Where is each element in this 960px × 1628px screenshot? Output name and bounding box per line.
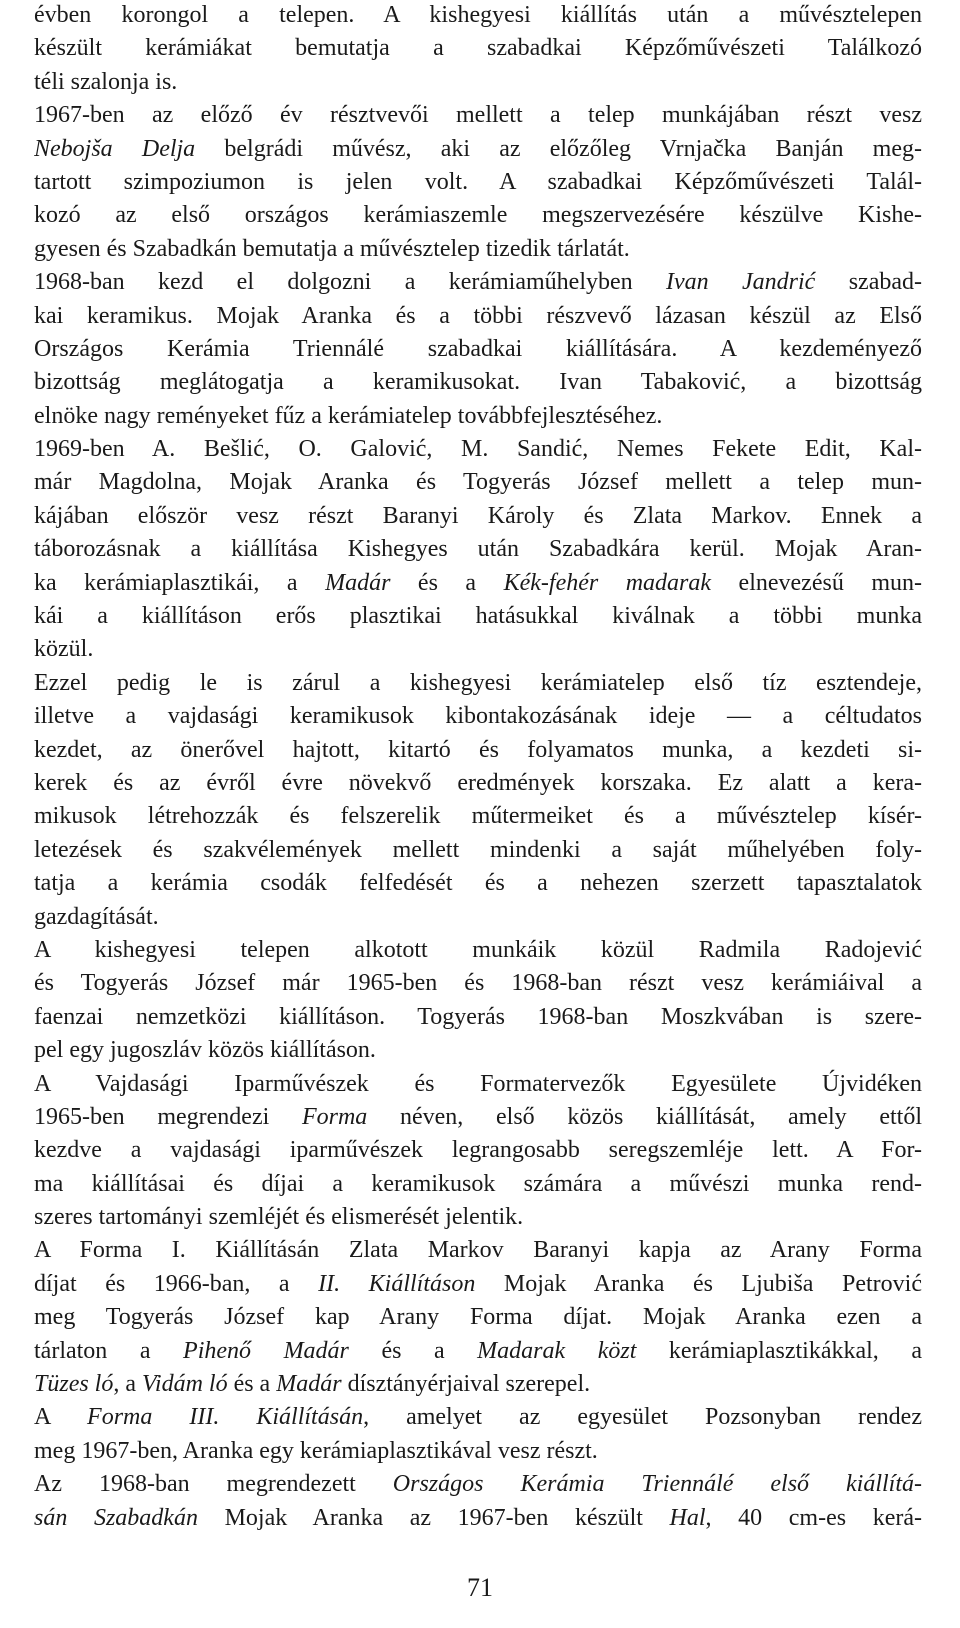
text-line: A Vajdasági Iparművészek és Formatervezők Egyesülete Újvidéken xyxy=(34,1070,922,1097)
text-line: kezdve a vajdasági iparművészek legrangosabb seregszemléje lett. A For- xyxy=(34,1137,922,1164)
text-line: mikusok létrehozzák és felszerelik műtermeiket és a művésztelep kísér- xyxy=(34,803,922,830)
text-line: évben korongol a telepen. A kishegyesi kiállítás után a művésztelepen xyxy=(34,2,922,28)
text-run: , amelyet az egyesület Pozsonyban rendez xyxy=(363,1404,922,1431)
text-line: kerek és az évről évre növekvő eredmények korszaka. Ez alatt a kera- xyxy=(34,769,922,796)
text-line: kái a kiállításon erős plasztikai hatásukkal kiválnak a többi munka xyxy=(34,603,922,630)
text-run: kerámiaplasztikákkal, a xyxy=(636,1337,922,1364)
text-run: és a xyxy=(348,1337,478,1364)
text-run: tárlaton a xyxy=(34,1337,184,1364)
italic-title: Forma xyxy=(301,1103,368,1130)
text-line xyxy=(34,567,922,600)
italic-title: Ivan Jandrić xyxy=(666,269,816,296)
italic-title: Madár xyxy=(276,1371,342,1398)
text-run: díjat és 1966-ban, a xyxy=(34,1270,319,1297)
text-line: pel egy jugoszláv közös kiállításon. xyxy=(34,1037,376,1064)
italic-title: Nebojša Delja xyxy=(34,135,196,162)
text-line: gyesen és Szabadkán bemutatja a művésztelep tizedik tárlatát. xyxy=(34,235,630,262)
text-line: meg Togyerás József kap Arany Forma díjat. Mojak Aranka ezen a xyxy=(34,1304,922,1331)
text-run: dísztányérjaival szerepel. xyxy=(341,1371,591,1398)
text-line: kájában először vesz részt Baranyi Károly és Zlata Markov. Ennek a xyxy=(34,502,922,529)
text-line: ma kiállításai és díjai a keramikusok számára a művészi munka rend- xyxy=(34,1170,922,1197)
text-line: 1967-ben az előző év résztvevői mellett a telep munkájában részt vesz xyxy=(34,102,922,129)
text-run: , 40 cm-es kerá- xyxy=(705,1504,922,1531)
italic-title: II. Kiállításon xyxy=(318,1270,476,1297)
text-line xyxy=(34,1502,922,1535)
text-run: Mojak Aranka az 1967-ben készült xyxy=(197,1504,670,1531)
text-line: táborozásnak a kiállítása Kishegyes után Szabadkára kerül. Mojak Aran- xyxy=(34,536,922,563)
text-line xyxy=(34,266,922,299)
text-line: bizottság meglátogatja a keramikusokat. Ivan Tabaković, a bizottság xyxy=(34,369,922,396)
text-line: készült kerámiákat bemutatja a szabadkai Képzőművészeti Találkozó xyxy=(34,35,922,62)
text-run: belgrádi művész, aki az előzőleg Vrnjačka Banján meg- xyxy=(195,135,922,162)
text-run: néven, első közös kiállítását, amely ettől xyxy=(367,1103,922,1130)
text-line: kozó az első országos kerámiaszemle megszervezésére készülve Kishe- xyxy=(34,202,922,229)
text-line xyxy=(34,1101,922,1134)
text-run: Mojak Aranka és Ljubiša Petrović xyxy=(475,1270,922,1297)
text-line: kezdet, az önerővel hajtott, kitartó és folyamatos munka, a kezdeti si- xyxy=(34,736,922,763)
text-line: illetve a vajdasági keramikusok kibontakozásának ideje — a céltudatos xyxy=(34,703,922,730)
text-line: faenzai nemzetközi kiállításon. Togyerás 1968-ban Moszkvában is szere- xyxy=(34,1003,922,1030)
text-line: már Magdolna, Mojak Aranka és Togyerás József mellett a telep mun- xyxy=(34,469,922,496)
text-line: és Togyerás József már 1965-ben és 1968-ban részt vesz kerámiáival a xyxy=(34,970,922,997)
text-line xyxy=(34,1268,922,1301)
text-line: Ezzel pedig le is zárul a kishegyesi kerámiatelep első tíz esztendeje, xyxy=(34,669,922,696)
text-run: elnevezésű mun- xyxy=(711,569,922,596)
text-line: közül. xyxy=(34,636,94,663)
text-line: meg 1967-ben, Aranka egy kerámiaplasztikával vesz részt. xyxy=(34,1437,598,1464)
italic-title: Hal xyxy=(669,1504,706,1531)
page-number: 71 xyxy=(467,1573,493,1602)
text-run: , a xyxy=(113,1371,143,1398)
text-run: Az 1968-ban megrendezett xyxy=(34,1471,393,1498)
text-run: 1968-ban kezd el dolgozni a kerámiaműhelyben xyxy=(34,269,667,296)
text-line xyxy=(34,1335,922,1368)
text-run: A xyxy=(34,1404,88,1431)
italic-title: Forma III. Kiállításán xyxy=(87,1404,364,1431)
text-line xyxy=(34,133,922,166)
text-line xyxy=(34,1368,922,1401)
text-run: 1965-ben megrendezi xyxy=(34,1103,302,1130)
text-line xyxy=(34,1401,922,1434)
text-line: kai keramikus. Mojak Aranka és a többi részvevő lázasan készül az Első xyxy=(34,302,922,329)
text-line: Országos Kerámia Triennálé szabadkai kiállítására. A kezdeményező xyxy=(34,335,922,362)
text-line: elnöke nagy reményeket fűz a kerámiatelep továbbfejlesztéséhez. xyxy=(34,402,663,429)
text-line: tatja a kerámia csodák felfedését és a nehezen szerzett tapasztalatok xyxy=(34,870,922,897)
italic-title: Madár xyxy=(325,569,391,596)
italic-title: Országos Kerámia Triennálé első kiállítá- xyxy=(392,1471,922,1498)
italic-title: Tüzes ló xyxy=(34,1371,114,1398)
text-line xyxy=(34,1468,922,1501)
body-text xyxy=(34,0,922,1535)
italic-title: Madarak közt xyxy=(477,1337,637,1364)
text-line: téli szalonja is. xyxy=(34,68,178,95)
text-run: szabad- xyxy=(815,269,922,296)
italic-title: sán Szabadkán xyxy=(34,1504,198,1531)
italic-title: Kék-fehér madarak xyxy=(503,569,712,596)
italic-title: Vidám ló xyxy=(142,1371,228,1398)
text-run: és a xyxy=(390,569,504,596)
text-line: tartott szimpoziumon is jelen volt. A szabadkai Képzőművészeti Talál- xyxy=(34,168,922,195)
text-line: letezések és szakvélemények mellett mindenki a saját műhelyében foly- xyxy=(34,836,922,863)
text-line: szeres tartományi szemléjét és elismerését jelentik. xyxy=(34,1204,524,1231)
text-run: ka kerámiaplasztikái, a xyxy=(34,569,326,596)
italic-title: Pihenő Madár xyxy=(183,1337,349,1364)
text-line: A Forma I. Kiállításán Zlata Markov Baranyi kapja az Arany Forma xyxy=(34,1237,922,1264)
text-run: és a xyxy=(227,1371,277,1398)
text-line: gazdagítását. xyxy=(34,903,159,930)
text-line: A kishegyesi telepen alkotott munkáik közül Radmila Radojević xyxy=(34,936,922,963)
text-line: 1969-ben A. Bešlić, O. Galović, M. Sandić, Nemes Fekete Edit, Kal- xyxy=(34,436,922,463)
